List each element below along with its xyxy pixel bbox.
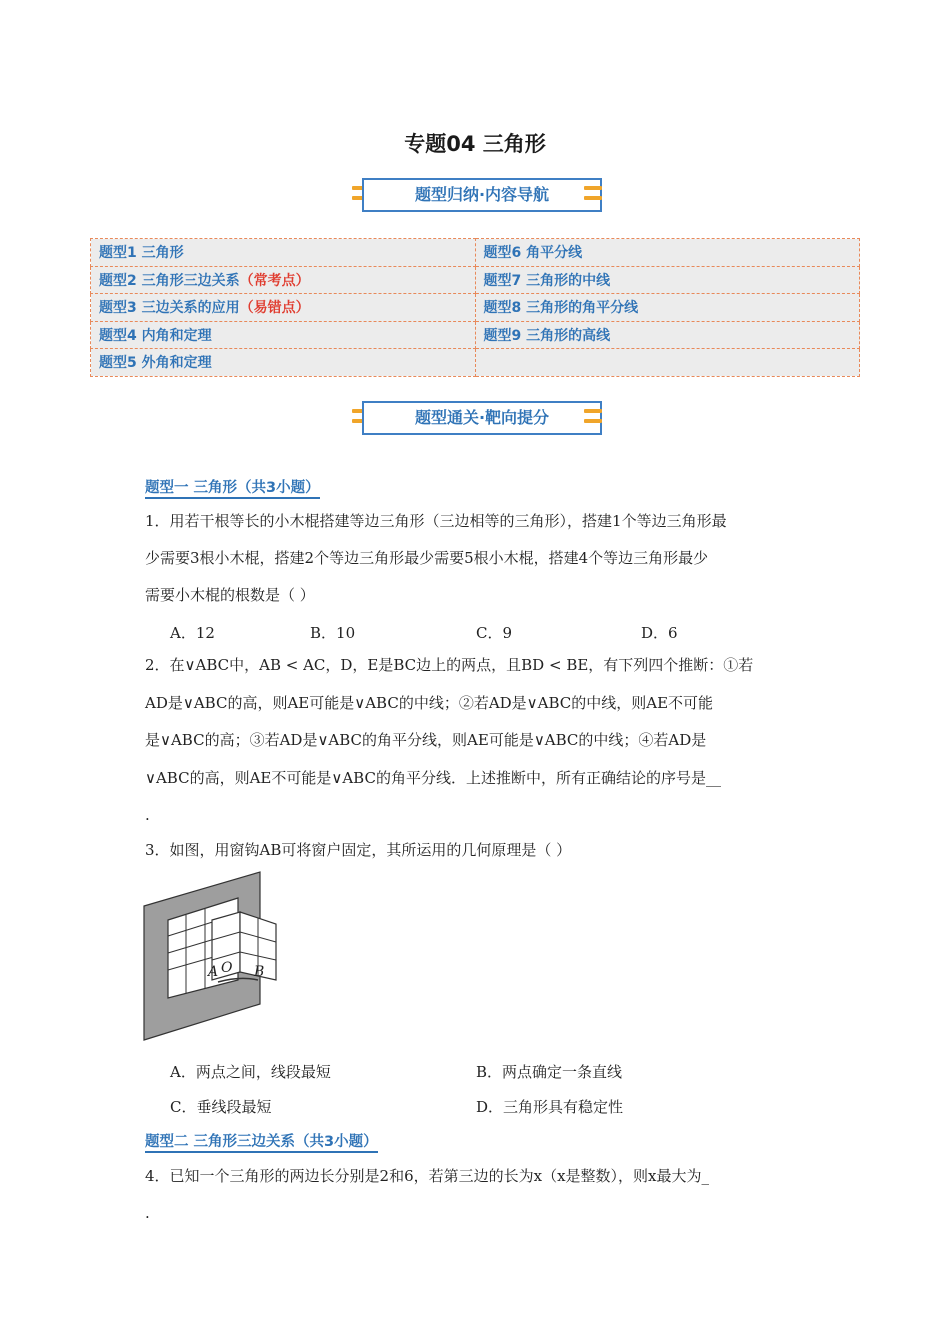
toc-item[interactable]: 题型7 三角形的中线 [475, 266, 860, 294]
question-1: 1．用若干根等长的小木棍搭建等边三角形（三边相等的三角形），搭建1个等边三角形最 少需要3根小木棍，搭建2个等边三角形最少需要5根小木棍，搭建4个等边三角形最少 需要小木棍的根数是（ ） [145, 512, 727, 604]
banner-bars-right [584, 186, 602, 200]
q3-option-c: C．垂线段最短 [170, 1098, 272, 1116]
banner-practice: 题型通关·靶向提分 [362, 401, 602, 435]
q3-option-d: D．三角形具有稳定性 [476, 1098, 624, 1116]
q1-option-d: D．6 [641, 624, 678, 642]
toc-item[interactable]: 题型6 角平分线 [475, 239, 860, 267]
toc-table [90, 238, 860, 377]
window-hook-figure [140, 868, 310, 1044]
question-3: 3．如图，用窗钩AB可将窗户固定，其所运用的几何原理是（ ） [145, 841, 572, 859]
q3-option-b: B．两点确定一条直线 [476, 1063, 623, 1081]
figure-label-a: A [208, 964, 219, 980]
page-title: 专题04 三角形 [404, 132, 546, 156]
figure-label-o: O [221, 960, 233, 976]
question-2: 2．在∨ABC中，AB < AC，D，E是BC边上的两点，且BD < BE，有下列四个推断：①若 AD是∨ABC的高，则AE可能是∨ABC的中线；②若AD是∨ABC的中线，则AE不可能 是∨ABC的高；③若AD是∨ABC的角平分线，则AE可能是∨ABC的中线；④若AD是 ∨ABC的高，则AE不可能是∨ABC的角平分线．上述推断中，所有正确结论的序号是__ . [145, 656, 754, 824]
toc-item[interactable]: 题型5 外角和定理 [91, 349, 476, 377]
figure-label-b: B [254, 964, 265, 980]
toc-item-empty [475, 349, 860, 377]
q1-option-c: C．9 [476, 624, 513, 642]
q1-option-b: B．10 [310, 624, 356, 642]
q1-option-a: A．12 [170, 624, 215, 642]
section-heading-2[interactable]: 题型二 三角形三边关系（共3小题） [145, 1130, 378, 1151]
toc-item[interactable]: 题型1 三角形 [91, 239, 476, 267]
q3-option-a: A．两点之间，线段最短 [170, 1063, 331, 1081]
toc-item[interactable]: 题型2 三角形三边关系（常考点） [91, 266, 476, 294]
banner-bars-right [584, 409, 602, 423]
toc-item[interactable]: 题型3 三边关系的应用（易错点） [91, 294, 476, 322]
section-heading-1[interactable]: 题型一 三角形（共3小题） [145, 476, 320, 497]
toc-item[interactable]: 题型8 三角形的角平分线 [475, 294, 860, 322]
toc-item[interactable]: 题型9 三角形的高线 [475, 321, 860, 349]
question-4: 4．已知一个三角形的两边长分别是2和6，若第三边的长为x（x是整数），则x最大为_ . [145, 1167, 710, 1222]
toc-item[interactable]: 题型4 内角和定理 [91, 321, 476, 349]
banner-content-nav: 题型归纳·内容导航 [362, 178, 602, 212]
